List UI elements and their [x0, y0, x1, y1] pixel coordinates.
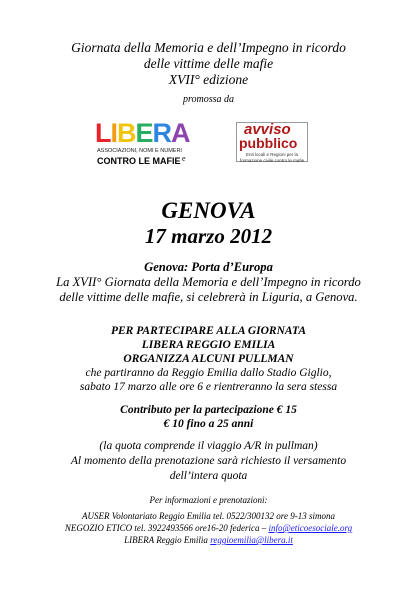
avviso-subtitle: Enti locali e Regioni per la formazione civile contro le mafie	[239, 152, 305, 163]
note-line-3: dell’intera quota	[169, 470, 248, 482]
participation-line-4: che partiranno da Reggio Emilia dallo Stadio Giglio,	[85, 367, 332, 379]
fee-line-2: € 10 fino a 25 anni	[163, 418, 254, 430]
libera-logo	[95, 118, 195, 178]
pubblico-word: pubblico	[239, 135, 298, 151]
note-line-2: Al momento della prenotazione sarà richiesto il versamento	[70, 455, 347, 467]
negozio-email-link[interactable]: info@eticoesociale.org	[268, 523, 353, 533]
event-desc-1: La XVII° Giornata della Memoria e dell’Impegno in ricordo	[56, 275, 361, 289]
header-line-1: Giornata della Memoria e dell’Impegno in ricordo	[71, 40, 346, 55]
fee-line-1: Contributo per la partecipazione € 15	[120, 404, 297, 416]
contacts-intro: Per informazioni e prenotazioni:	[149, 495, 268, 505]
promoted-by: promossa da	[182, 94, 235, 105]
contact-negozio	[0, 522, 417, 534]
libera-letter: B	[117, 118, 136, 148]
participation-line-2: LIBERA REGGIO EMILIA	[141, 339, 276, 351]
event-city: GENOVA	[161, 198, 256, 223]
contact-libera	[0, 534, 417, 546]
and-separator: e	[182, 154, 186, 163]
participation-line-3: ORGANIZZA ALCUNI PULLMAN	[123, 353, 294, 365]
header-edition: XVII° edizione	[168, 72, 249, 87]
header-line-2: delle vittime delle mafie	[143, 56, 274, 71]
libera-letter: R	[152, 118, 172, 148]
libera-tagline: CONTRO LE MAFIE	[97, 156, 181, 166]
libera-email-link[interactable]: reggioemilia@libera.it	[210, 535, 293, 545]
libera-letter: I	[110, 118, 118, 148]
contact-auser: AUSER Volontariato Reggio Emilia tel. 0522/300132 ore 9-13 simona	[82, 511, 335, 521]
avviso-word: avviso	[244, 121, 291, 138]
event-date: 17 marzo 2012	[144, 224, 273, 248]
participation-line-1: PER PARTECIPARE ALLA GIORNATA	[110, 325, 306, 337]
libera-subtitle: ASSOCIAZIONI, NOMI E NUMERI	[97, 148, 182, 154]
event-heading: Genova: Porta d’Europa	[144, 260, 273, 274]
libera-wordmark	[95, 118, 190, 148]
participation-line-5: sabato 17 marzo alle ore 6 e rientreranno la sera stessa	[79, 381, 338, 393]
contact-negozio-text: NEGOZIO ETICO tel. 3922493566 ore16-20 federica –	[64, 523, 269, 533]
note-line-1: (la quota comprende il viaggio A/R in pullman)	[99, 440, 318, 452]
libera-letter: L	[95, 118, 111, 148]
contact-libera-text: LIBERA Reggio Emilia	[124, 535, 211, 545]
libera-letter: E	[135, 118, 153, 148]
libera-letter: A	[171, 118, 190, 148]
avviso-pubblico-logo	[230, 118, 312, 174]
event-desc-2: delle vittime delle mafie, si celebrerà in Liguria, a Genova.	[59, 290, 358, 304]
